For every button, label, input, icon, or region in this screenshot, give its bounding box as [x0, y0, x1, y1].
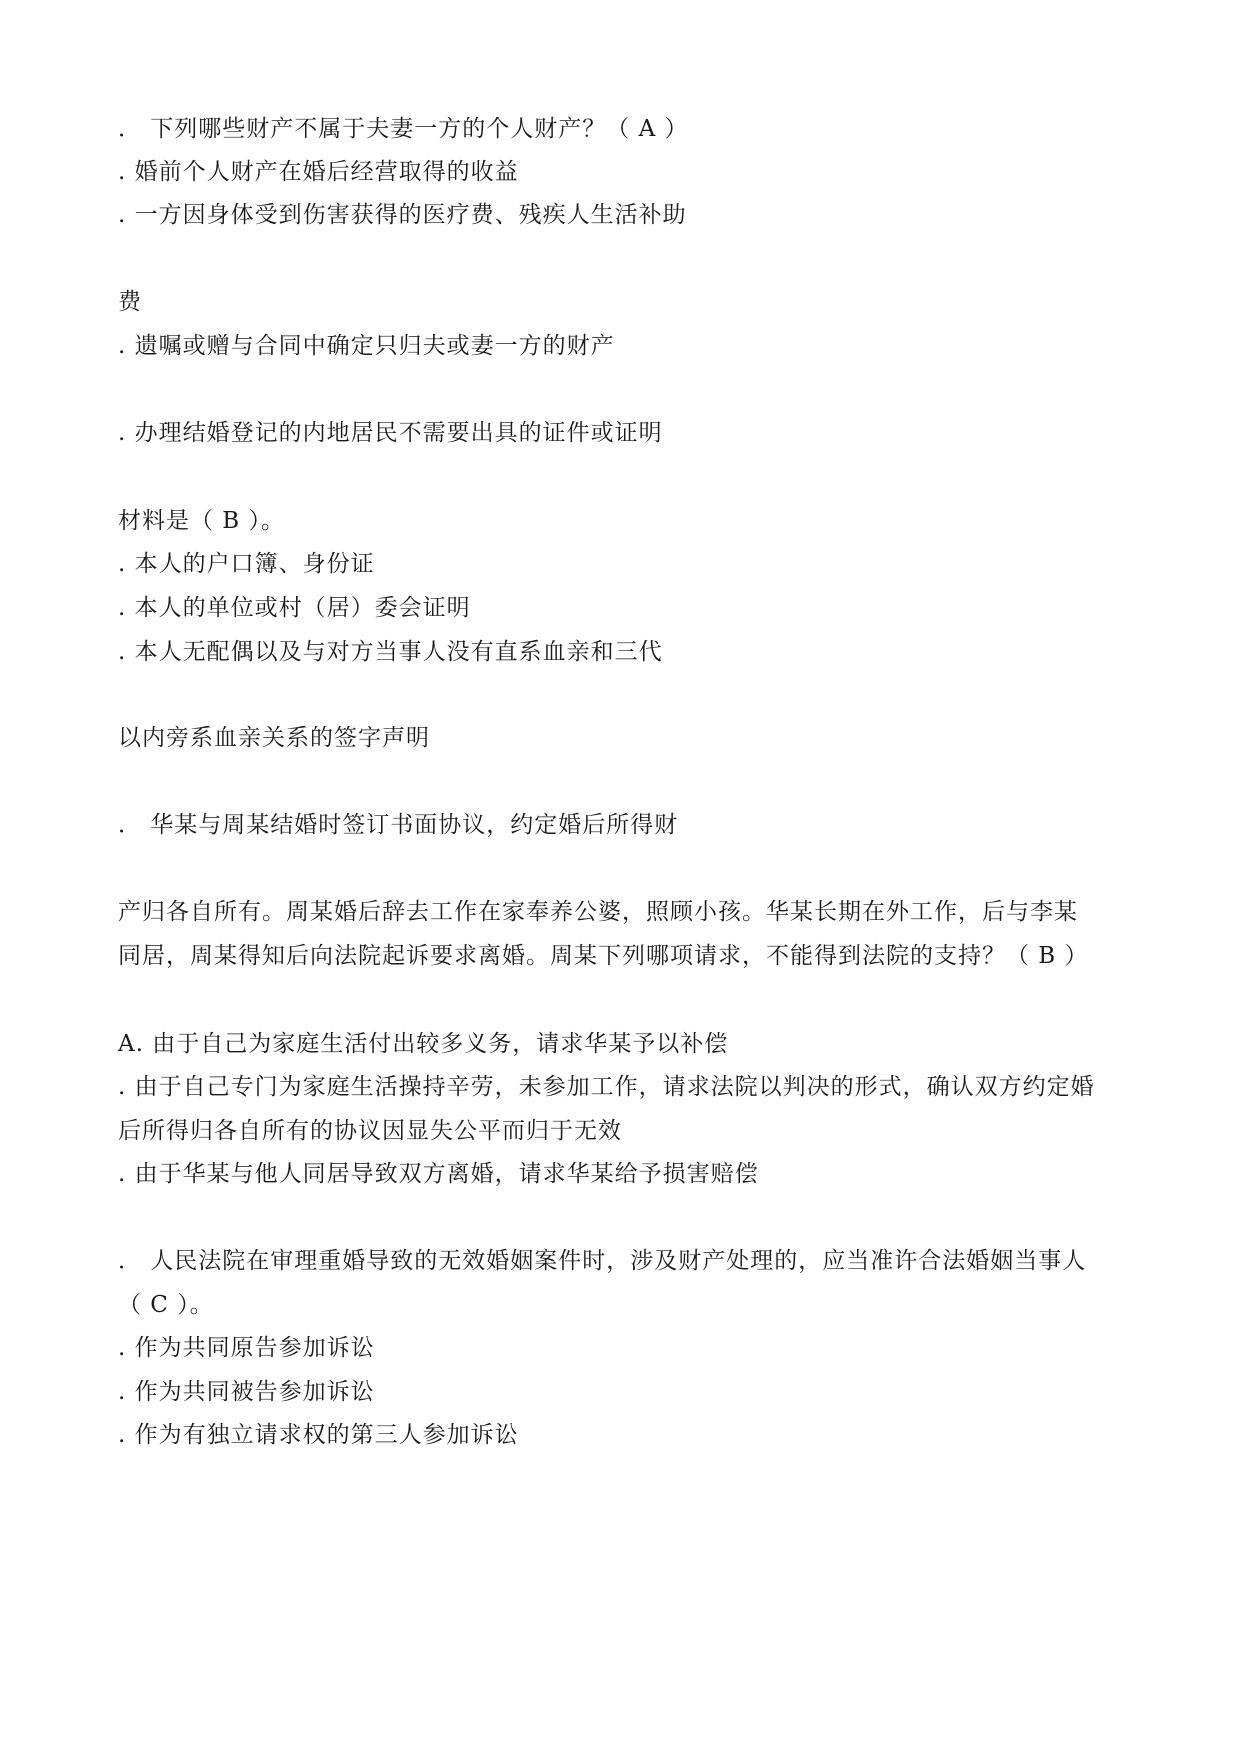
question-4-stem-continuation: （ C ）。	[118, 1292, 214, 1318]
question-1-option: . 婚前个人财产在婚后经营取得的收益	[118, 159, 519, 185]
question-2-stem: . 办理结婚登记的内地居民不需要出具的证件或证明	[118, 420, 663, 446]
question-2-option: . 本人无配偶以及与对方当事人没有直系血亲和三代	[118, 639, 663, 665]
question-3-option-continuation: 后所得归各自所有的协议因显失公平而归于无效	[118, 1118, 622, 1144]
question-3-stem-continuation: 产归各自所有。周某婚后辞去工作在家奉养公婆，照顾小孩。华某长期在外工作，后与李某	[118, 899, 1078, 925]
question-2-option-continuation: 以内旁系血亲关系的签字声明	[118, 725, 430, 751]
question-4-option: . 作为有独立请求权的第三人参加诉讼	[118, 1422, 519, 1448]
question-1-option: . 一方因身体受到伤害获得的医疗费、残疾人生活补助	[118, 202, 687, 228]
question-3-option: A. 由于自己为家庭生活付出较多义务，请求华某予以补偿	[118, 1031, 729, 1057]
question-2-option: . 本人的户口簿、身份证	[118, 551, 375, 577]
question-3-option: . 由于华某与他人同居导致双方离婚，请求华某给予损害赔偿	[118, 1161, 759, 1187]
question-2-option: . 本人的单位或村（居）委会证明	[118, 595, 471, 621]
question-4-option: . 作为共同被告参加诉讼	[118, 1379, 375, 1405]
question-1-option: . 遗嘱或赠与合同中确定只归夫或妻一方的财产	[118, 333, 615, 359]
question-2-stem-continuation: 材料是（ B ）。	[118, 508, 286, 534]
question-3-stem-continuation: 同居，周某得知后向法院起诉要求离婚。周某下列哪项请求，不能得到法院的支持？（ B ）	[118, 943, 1089, 969]
question-1-stem: ． 下列哪些财产不属于夫妻一方的个人财产？（ A ）	[118, 116, 689, 142]
question-3-option: . 由于自己专门为家庭生活操持辛劳，未参加工作，请求法院以判决的形式，确认双方约定婚	[118, 1074, 1095, 1100]
question-3-stem: ． 华某与周某结婚时签订书面协议，约定婚后所得财	[118, 812, 679, 838]
question-4-stem: ． 人民法院在审理重婚导致的无效婚姻案件时，涉及财产处理的，应当准许合法婚姻当事人	[118, 1248, 1087, 1274]
question-4-option: . 作为共同原告参加诉讼	[118, 1335, 375, 1361]
question-1-option-continuation: 费	[118, 289, 142, 315]
